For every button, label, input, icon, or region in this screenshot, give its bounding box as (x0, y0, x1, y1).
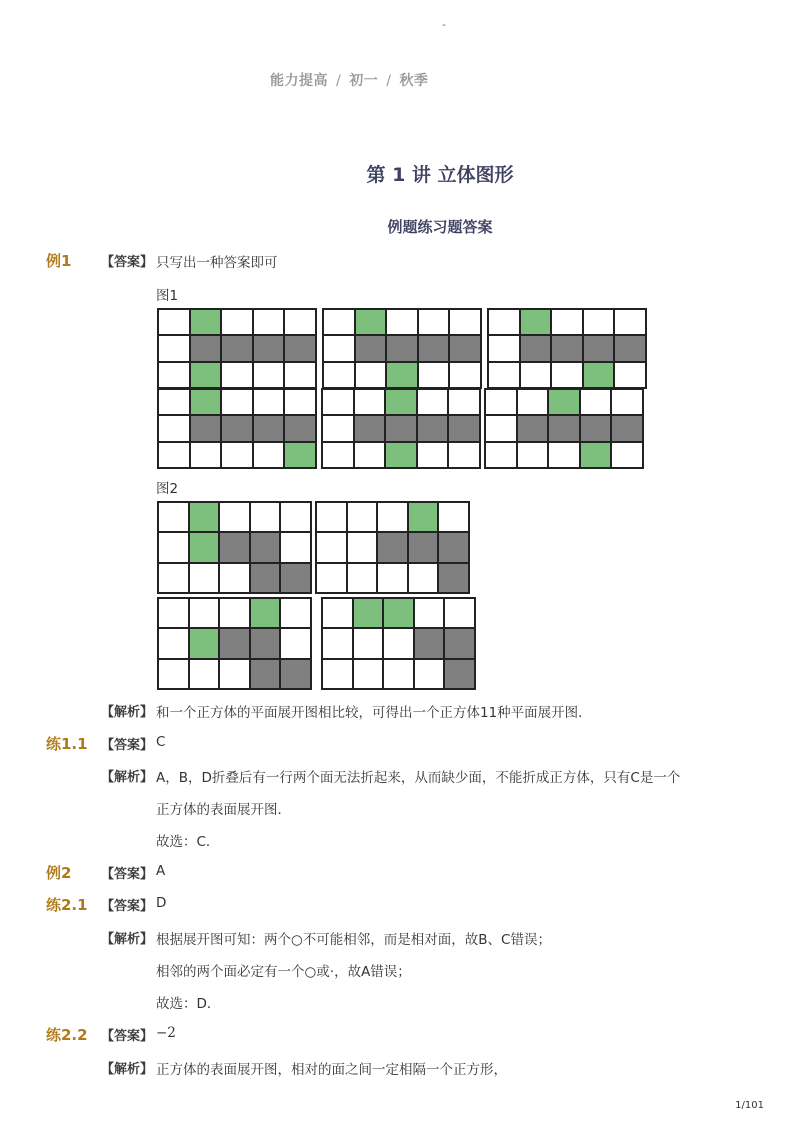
grid-cell-gray (190, 415, 222, 441)
grid-cell-empty (316, 563, 347, 593)
grid-cell-empty (353, 659, 384, 689)
pr21-analysis-line: 故选：D． (156, 996, 221, 1012)
grid-cell-empty (221, 442, 253, 468)
pr22-analysis-line: 正方体的表面展开图，相对的面之间一定相隔一个正方形， (156, 1062, 507, 1078)
figure-2-net (321, 597, 476, 690)
grid-cell-gray (551, 335, 583, 361)
breadcrumb (270, 70, 428, 90)
grid-cell-gray (385, 415, 417, 441)
figure-2-caption: 图2 (156, 481, 179, 497)
grid-cell-empty (158, 598, 189, 628)
grid-cell-empty (158, 309, 190, 335)
pr21-analysis-line: 根据展开图可知：两个○不可能相邻，而是相对面，故B、C错误； (156, 932, 551, 948)
grid-cell-empty (611, 442, 643, 468)
analysis-tag: 【解析】 (101, 770, 154, 785)
grid-cell-empty (611, 389, 643, 415)
grid-cell-empty (377, 502, 408, 532)
grid-cell-gray (449, 335, 481, 361)
grid-cell-gray (221, 415, 253, 441)
pr22-answer: −2 (156, 1025, 176, 1041)
grid-cell-gray (418, 335, 450, 361)
grid-cell-empty (253, 389, 285, 415)
grid-cell-empty (158, 389, 190, 415)
grid-cell-gray (614, 335, 646, 361)
grid-cell-empty (520, 362, 552, 388)
section-title: 例题练习题答案 (387, 218, 493, 236)
grid-cell-empty (383, 659, 414, 689)
grid-cell-empty (284, 362, 316, 388)
grid-cell-empty (280, 532, 311, 562)
grid-cell-empty (221, 362, 253, 388)
grid-cell-empty (517, 389, 549, 415)
grid-cell-empty (189, 598, 220, 628)
grid-cell-gray (448, 415, 480, 441)
grid-cell-empty (221, 309, 253, 335)
grid-cell-empty (158, 442, 190, 468)
figure-2-net (315, 501, 470, 594)
pr11-analysis-line: 正方体的表面展开图． (156, 802, 291, 818)
grid-cell-empty (448, 389, 480, 415)
grid-cell-empty (280, 628, 311, 658)
grid-cell-gray (438, 532, 469, 562)
grid-cell-gray (386, 335, 418, 361)
grid-cell-empty (250, 502, 281, 532)
grid-cell-empty (438, 502, 469, 532)
grid-cell-empty (485, 415, 517, 441)
grid-cell-gray (219, 628, 250, 658)
grid-cell-gray (417, 415, 449, 441)
grid-cell-empty (322, 415, 354, 441)
grid-cell-empty (485, 442, 517, 468)
lecture-title: 第 1 讲 立体图形 (366, 164, 514, 186)
figure-1-net (484, 388, 644, 469)
grid-cell-gray (377, 532, 408, 562)
figure-1-net (487, 308, 647, 389)
pr21-answer: D (156, 895, 167, 911)
grid-cell-gray (250, 532, 281, 562)
grid-cell-empty (614, 309, 646, 335)
grid-cell-empty (488, 309, 520, 335)
grid-cell-gray (284, 415, 316, 441)
grid-cell-empty (280, 502, 311, 532)
grid-cell-empty (322, 389, 354, 415)
grid-cell-green (385, 442, 417, 468)
grid-cell-empty (158, 362, 190, 388)
pr11-answer: C (156, 734, 166, 750)
grid-cell-empty (322, 628, 353, 658)
grid-cell-empty (323, 309, 355, 335)
grid-cell-empty (417, 442, 449, 468)
grid-cell-green (520, 309, 552, 335)
grid-cell-empty (488, 335, 520, 361)
grid-cell-green (189, 532, 220, 562)
grid-cell-empty (551, 362, 583, 388)
grid-cell-empty (219, 598, 250, 628)
question-label-pr22: 练2.2 (46, 1026, 88, 1044)
grid-cell-gray (580, 415, 612, 441)
grid-cell-empty (253, 362, 285, 388)
grid-cell-empty (580, 389, 612, 415)
grid-cell-empty (347, 502, 378, 532)
grid-cell-empty (316, 502, 347, 532)
pr21-analysis-line: 相邻的两个面必定有一个○或·，故A错误； (156, 964, 411, 980)
grid-cell-empty (284, 309, 316, 335)
figure-1-net (157, 308, 317, 389)
grid-cell-empty (158, 335, 190, 361)
grid-cell-empty (221, 389, 253, 415)
grid-cell-green (580, 442, 612, 468)
breadcrumb-level: 能力提高 (270, 73, 328, 89)
grid-cell-empty (354, 442, 386, 468)
grid-cell-empty (316, 532, 347, 562)
ex1-answer: 只写出一种答案即可 (156, 255, 278, 271)
question-label-pr21: 练2.1 (46, 896, 88, 914)
grid-cell-gray (444, 659, 475, 689)
answer-tag: 【答案】 (101, 738, 154, 753)
grid-cell-empty (417, 389, 449, 415)
grid-cell-empty (253, 442, 285, 468)
pr11-analysis-line: A，B，D折叠后有一行两个面无法折起来，从而缺少面，不能折成正方体，只有C是一个 (156, 770, 681, 786)
grid-cell-empty (323, 335, 355, 361)
figure-1-net (321, 388, 481, 469)
grid-cell-green (284, 442, 316, 468)
answer-tag: 【答案】 (101, 1029, 154, 1044)
ex1-analysis: 和一个正方体的平面展开图相比较，可得出一个正方体11种平面展开图． (156, 705, 592, 721)
grid-cell-empty (355, 362, 387, 388)
breadcrumb-grade: 初一 (349, 73, 379, 89)
analysis-tag: 【解析】 (101, 1062, 154, 1077)
grid-cell-gray (250, 659, 281, 689)
grid-cell-empty (614, 362, 646, 388)
grid-cell-empty (253, 309, 285, 335)
grid-cell-empty (488, 362, 520, 388)
grid-cell-empty (418, 309, 450, 335)
question-label-pr11: 练1.1 (46, 735, 88, 753)
grid-cell-empty (347, 532, 378, 562)
grid-cell-empty (449, 309, 481, 335)
question-label-ex1: 例1 (46, 252, 72, 270)
grid-cell-empty (219, 659, 250, 689)
grid-cell-gray (520, 335, 552, 361)
grid-cell-green (189, 502, 220, 532)
grid-cell-empty (323, 362, 355, 388)
grid-cell-green (190, 389, 222, 415)
answer-tag: 【答案】 (101, 255, 154, 270)
grid-cell-gray (221, 335, 253, 361)
grid-cell-empty (322, 598, 353, 628)
grid-cell-green (190, 362, 222, 388)
grid-cell-empty (158, 563, 189, 593)
pr11-analysis-line: 故选：C． (156, 834, 220, 850)
grid-cell-empty (189, 659, 220, 689)
grid-cell-gray (583, 335, 615, 361)
grid-cell-green (190, 309, 222, 335)
grid-cell-empty (219, 563, 250, 593)
grid-cell-gray (219, 532, 250, 562)
grid-cell-empty (322, 659, 353, 689)
grid-cell-gray (444, 628, 475, 658)
grid-cell-empty (583, 309, 615, 335)
grid-cell-gray (253, 415, 285, 441)
grid-cell-empty (551, 309, 583, 335)
grid-cell-green (250, 598, 281, 628)
grid-cell-empty (347, 563, 378, 593)
grid-cell-empty (158, 532, 189, 562)
grid-cell-gray (355, 335, 387, 361)
grid-cell-empty (383, 628, 414, 658)
grid-cell-empty (158, 415, 190, 441)
figure-1-net (157, 388, 317, 469)
figure-1-caption: 图1 (156, 288, 179, 304)
header-dash: - (442, 18, 446, 31)
analysis-tag: 【解析】 (101, 705, 154, 720)
grid-cell-green (583, 362, 615, 388)
grid-cell-empty (219, 502, 250, 532)
grid-cell-green (383, 598, 414, 628)
grid-cell-green (386, 362, 418, 388)
grid-cell-empty (353, 628, 384, 658)
grid-cell-empty (485, 389, 517, 415)
page-number: 1/101 (735, 1100, 764, 1111)
grid-cell-empty (280, 598, 311, 628)
figure-2-net (157, 501, 312, 594)
breadcrumb-term: 秋季 (399, 73, 429, 89)
grid-cell-green (355, 309, 387, 335)
grid-cell-empty (158, 659, 189, 689)
grid-cell-empty (158, 628, 189, 658)
figure-2-net (157, 597, 312, 690)
grid-cell-gray (438, 563, 469, 593)
grid-cell-gray (280, 563, 311, 593)
grid-cell-gray (280, 659, 311, 689)
figure-1-net (322, 308, 482, 389)
answer-tag: 【答案】 (101, 899, 154, 914)
analysis-tag: 【解析】 (101, 932, 154, 947)
grid-cell-empty (354, 389, 386, 415)
grid-cell-empty (414, 659, 445, 689)
grid-cell-empty (414, 598, 445, 628)
grid-cell-empty (517, 442, 549, 468)
grid-cell-green (189, 628, 220, 658)
grid-cell-green (353, 598, 384, 628)
grid-cell-gray (250, 563, 281, 593)
grid-cell-empty (418, 362, 450, 388)
ex2-answer: A (156, 863, 166, 879)
grid-cell-empty (408, 563, 439, 593)
grid-cell-gray (517, 415, 549, 441)
grid-cell-empty (386, 309, 418, 335)
grid-cell-empty (377, 563, 408, 593)
grid-cell-gray (253, 335, 285, 361)
grid-cell-gray (611, 415, 643, 441)
grid-cell-empty (448, 442, 480, 468)
grid-cell-gray (190, 335, 222, 361)
grid-cell-empty (189, 563, 220, 593)
grid-cell-gray (548, 415, 580, 441)
answer-tag: 【答案】 (101, 867, 154, 882)
grid-cell-empty (158, 502, 189, 532)
grid-cell-gray (284, 335, 316, 361)
breadcrumb-separator: / (386, 73, 392, 89)
grid-cell-green (385, 389, 417, 415)
grid-cell-empty (190, 442, 222, 468)
grid-cell-empty (284, 389, 316, 415)
grid-cell-empty (322, 442, 354, 468)
grid-cell-gray (250, 628, 281, 658)
grid-cell-empty (449, 362, 481, 388)
grid-cell-empty (548, 442, 580, 468)
grid-cell-gray (354, 415, 386, 441)
grid-cell-green (408, 502, 439, 532)
grid-cell-empty (444, 598, 475, 628)
grid-cell-gray (414, 628, 445, 658)
grid-cell-gray (408, 532, 439, 562)
breadcrumb-separator: / (336, 73, 342, 89)
grid-cell-green (548, 389, 580, 415)
question-label-ex2: 例2 (46, 864, 72, 882)
